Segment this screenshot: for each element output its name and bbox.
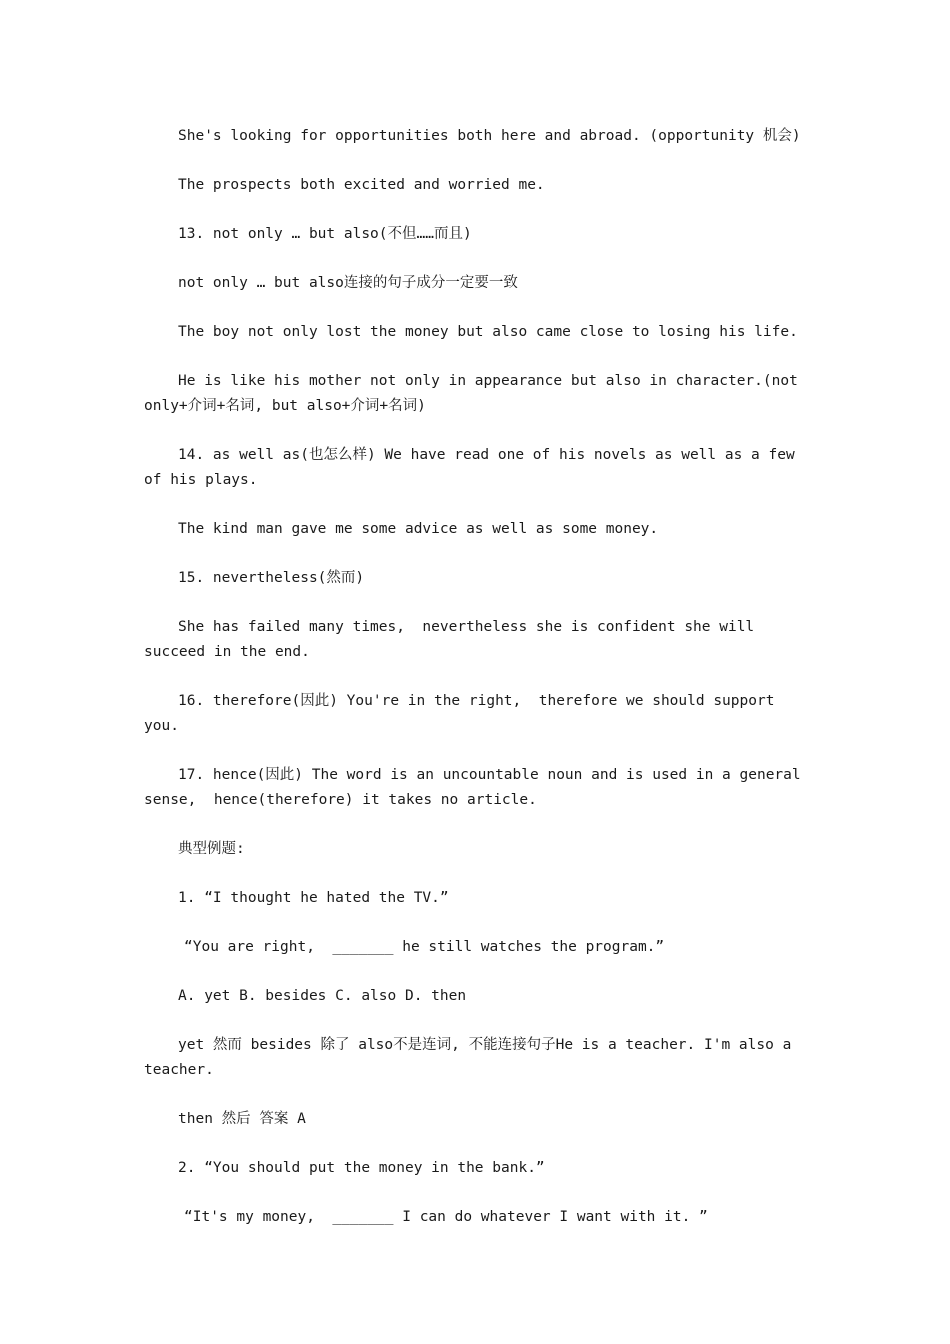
example-sentence-kind-man: The kind man gave me some advice as well as some money. — [178, 521, 659, 537]
document-body — [144, 124, 808, 1254]
heading-therefore: 16. therefore(因此) You're in the right, therefore we should support you. — [144, 693, 784, 734]
heading-hence: 17. hence(因此) The word is an uncountable noun and is used in a general sense, hence(therefore) it takes no article. — [144, 767, 810, 808]
note-not-only-but-also: not only … but also连接的句子成分一定要一致 — [178, 275, 518, 291]
heading-nevertheless: 15. nevertheless(然而) — [178, 570, 365, 586]
question-1-explanation: yet 然而 besides 除了 also不是连词, 不能连接句子He is a teacher. I'm also a teacher. — [144, 1037, 801, 1078]
question-1-options: A. yet B. besides C. also D. then — [178, 988, 467, 1004]
example-sentence-failed: She has failed many times, nevertheless she is confident she will succeed in the end. — [144, 619, 763, 660]
section-title-examples: 典型例题: — [178, 841, 245, 857]
question-1-prompt: 1. “I thought he hated the TV.” — [178, 890, 449, 906]
example-sentence-opportunities: She's looking for opportunities both here and abroad. (opportunity 机会) — [178, 128, 801, 144]
question-2-reply: “It's my money, _______ I can do whatever I want with it. ” — [184, 1209, 708, 1225]
heading-as-well-as: 14. as well as(也怎么样) We have read one of his novels as well as a few of his plays. — [144, 447, 804, 488]
heading-not-only-but-also: 13. not only … but also(不但……而且) — [178, 226, 472, 242]
example-sentence-boy: The boy not only lost the money but also came close to losing his life. — [178, 324, 798, 340]
question-2-prompt: 2. “You should put the money in the bank.” — [178, 1160, 545, 1176]
question-1-answer: then 然后 答案 A — [178, 1111, 306, 1127]
question-1-reply: “You are right, _______ he still watches the program.” — [184, 939, 665, 955]
example-sentence-prospects: The prospects both excited and worried me. — [178, 177, 545, 193]
example-sentence-mother: He is like his mother not only in appearance but also in character.(not only+介词+名词, but also+介词+名词) — [144, 373, 807, 414]
